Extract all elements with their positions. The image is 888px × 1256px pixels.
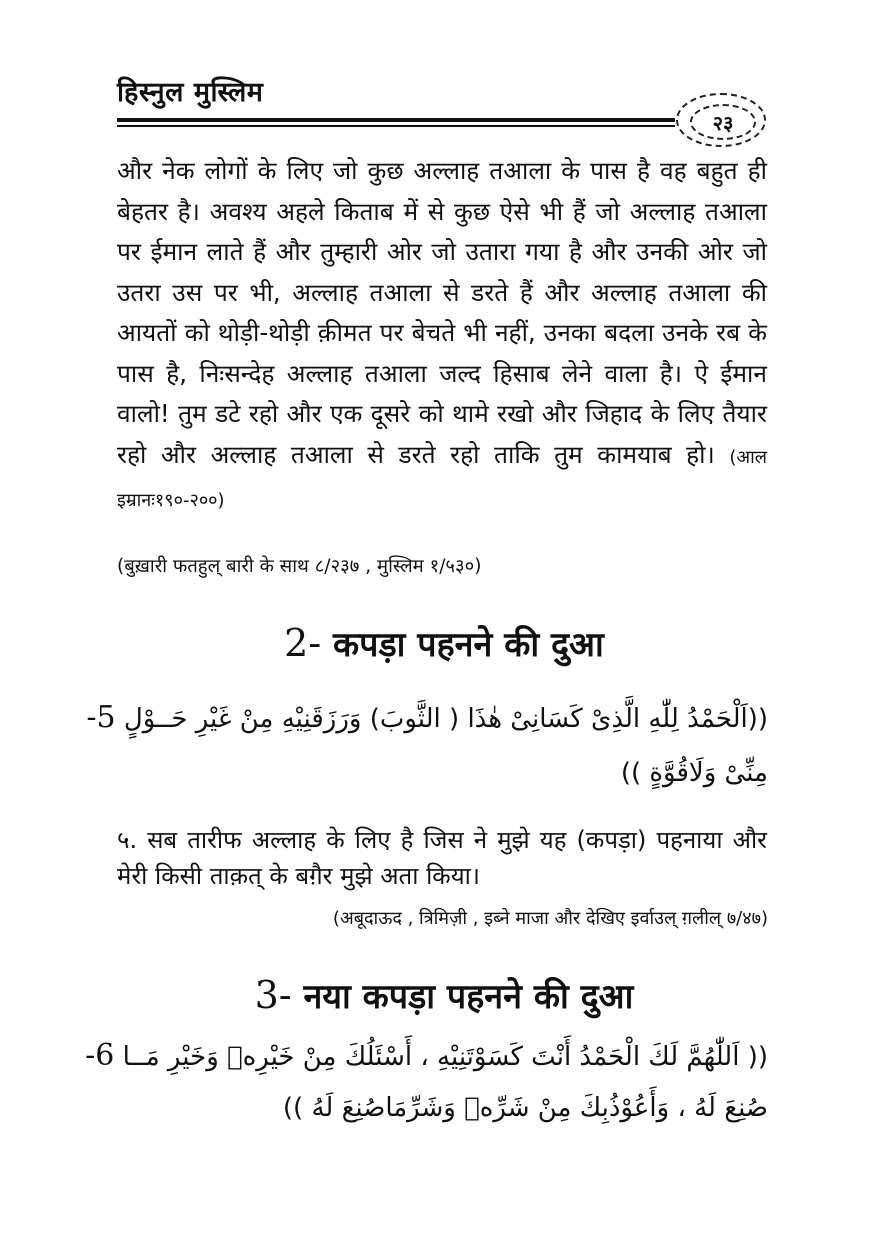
section-number: 2- — [284, 621, 322, 665]
arabic-text: (( اَللّٰهُمَّ لَكَ الْحَمْدُ أَنْتَ كَسَوْتَنِيْهِ ، أَسْئَلُكَ مِنْ خَيْرِهٖ وَخَيْرِ مَــا — [122, 1042, 768, 1072]
section-heading-2 — [0, 620, 888, 666]
section-title: नया कपड़ा पहनने की दुआ — [303, 977, 634, 1017]
section-heading-3 — [0, 972, 888, 1018]
verse-reference: (आल इम्रानः१९०-२००) — [117, 446, 767, 511]
header-rule-thin — [117, 125, 675, 127]
source-reference-1: (बुख़ारी फतहुल् बारी के साथ ८/२३७ , मुस्लिम १/५३०) — [117, 556, 482, 577]
dua-number: 6- — [85, 1038, 115, 1073]
section-number: 3- — [254, 973, 292, 1017]
arabic-dua-5-line-1 — [86, 700, 768, 735]
body-paragraph: और नेक लोगों के लिए जो कुछ अल्लाह तआला के पास है वह बहुत ही बेहतर है। अवश्य अहले किताब में से कुछ ऐसे भी हैं जो अल्लाह तआला पर ईमान लाते हैं और तुम्हारी ओर जो उतारा गया है और उनकी ओर जो उतरा उस पर भी, अल्लाह तआला से डरते हैं और अल्लाह तआला की आयतों को थोड़ी-थोड़ी क़ीमत पर बेचते भी नहीं, उनका बदला उनके रब के पास है, निःसन्देह अल्लाह तआला जल्द हिसाब लेने वाला है। ऐ ईमान वालो! तुम डटे रहो और एक दूसरे को थामे रखो और जिहाद के लिए तैयार रहो और अल्लाह तआला से डरते रहो ताकि तुम कामयाब हो। — [117, 156, 767, 469]
arabic-dua-6-line-1 — [85, 1038, 768, 1073]
dua-number: 5- — [86, 700, 116, 735]
page-number: २३ — [690, 104, 756, 140]
source-reference-2: (अबूदाऊद , त्रिमिज़ी , इब्ने माजा और देखिए इर्वाउल् ग़लील् ७/४७) — [332, 908, 768, 929]
arabic-dua-5-line-2: مِنِّىْ وَلَاقُوَّةٍ )) — [620, 758, 768, 788]
running-title: हिस्नुल मुस्लिम — [117, 77, 264, 108]
section-title: कपड़ा पहनने की दुआ — [333, 625, 604, 665]
arabic-dua-6-line-2: صُنِعَ لَهُ ، وَأَعُوْذُبِكَ مِنْ شَرِّهٖ وَشَرِّمَاصُنِعَ لَهُ )) — [282, 1093, 768, 1123]
previous-section-body — [117, 151, 767, 522]
arabic-text: ((اَلْحَمْدُ لِلّٰهِ الَّذِىْ كَسَانِىْ هٰذَا ( الثَّوبَ) وَرَزَقَنِيْهِ مِنْ غَيْرِ حَــوْلٍ — [123, 704, 768, 734]
page-number-badge — [676, 93, 766, 147]
header-rule-thick — [117, 118, 675, 122]
translation-5: ५. सब तारीफ अल्लाह के लिए है जिस ने मुझे यह (कपड़ा) पहनाया और मेरी किसी ताक़त् के बग़ैर मुझे अता किया। — [117, 826, 767, 890]
